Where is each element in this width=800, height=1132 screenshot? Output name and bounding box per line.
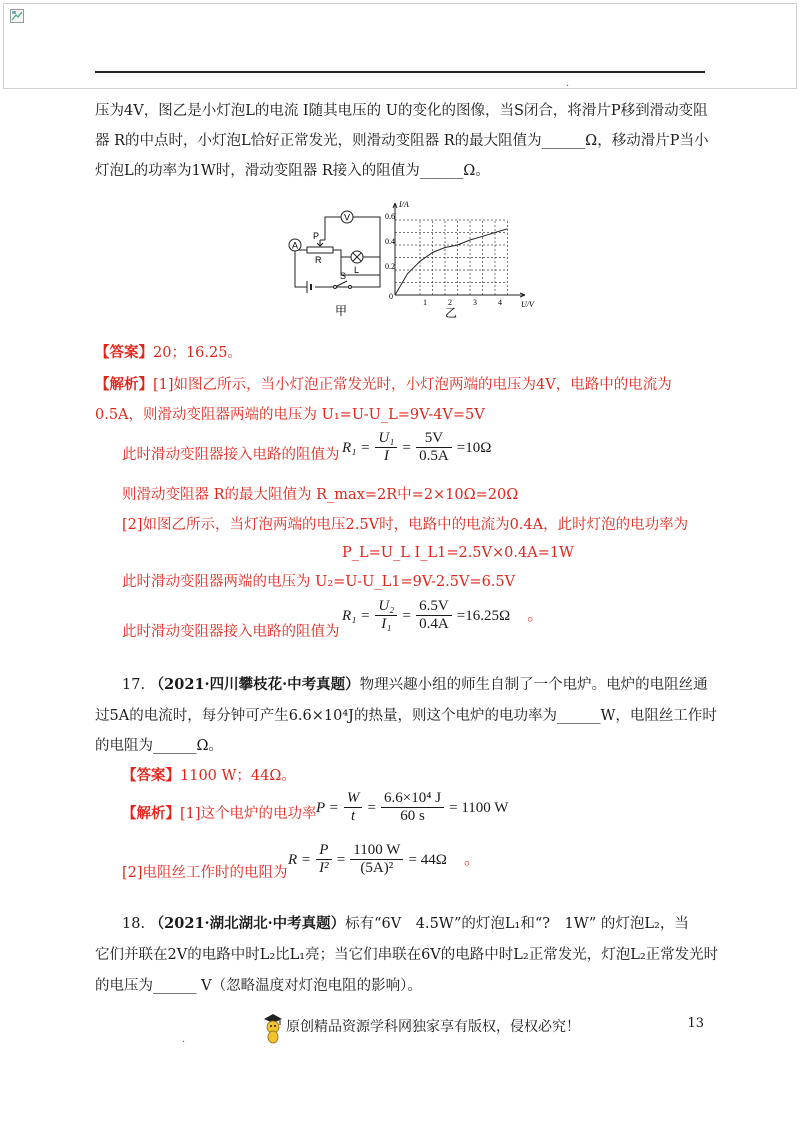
q16-f2-lhs: R₁ = — [342, 608, 371, 624]
q17-f1-lhs: P = — [316, 800, 339, 816]
q16-line-3: 灯泡L的功率为1W时，滑动变阻器 R接入的阻值为______Ω。 — [95, 163, 490, 179]
q18-tag: （2021·湖北湖北·中考真题） — [149, 915, 346, 932]
q17-f2-rhs: = 44Ω — [408, 852, 447, 868]
q16-f1-den2: 0.5A — [419, 448, 449, 464]
page-number: 13 — [687, 1016, 704, 1031]
graph-ylabel: I/A — [399, 200, 409, 209]
q16-f1-rhs: =10Ω — [456, 440, 492, 456]
q16-answer-label: 【答案】 — [95, 344, 153, 361]
q17-f1-rhs: = 1100 W — [449, 800, 509, 816]
q16-line-1: 压为4V，图乙是小灯泡L的电流 I随其电压的 U的变化的图像，当S闭合，将滑片P移到滑动变阻 — [95, 103, 708, 119]
q17-formula-2 — [288, 842, 480, 877]
q16-f2-den2: 0.4A — [419, 616, 449, 632]
circuit-caption: 甲 — [335, 304, 348, 318]
q16-f2-end: 。 — [527, 605, 544, 624]
q16-analysis-line-7: 此时滑动变阻器两端的电压为 U₂=U-U_L1=9V-2.5V=6.5V — [122, 574, 516, 590]
q16-f1-num: U₁ — [375, 430, 397, 448]
q16-figure — [285, 195, 545, 320]
q16-analysis-line-8: 此时滑动变阻器接入电路的阻值为 — [122, 624, 340, 640]
q16-answer-text: 20；16.25。 — [153, 345, 242, 361]
rheostat-label: R — [315, 255, 322, 265]
x-tick-4: 4 — [498, 298, 502, 307]
q17-analysis-line-1 — [122, 804, 317, 824]
y-tick-0.4: 0.4 — [385, 237, 395, 246]
q16-analysis-line-3: 此时滑动变阻器接入电路的阻值为 — [122, 447, 340, 463]
y-tick-0.6: 0.6 — [385, 212, 395, 221]
broken-image-icon — [10, 9, 24, 23]
q17-analysis-line-2: [2]电阻丝工作时的电阻为 — [122, 865, 288, 881]
q16-f2-rhs: =16.25Ω — [456, 608, 511, 624]
q17-formula-1 — [316, 790, 508, 825]
q18-line-2: 它们并联在2V的电路中时L₂比L₁亮；当它们串联在6V的电路中时L₂正常发光，灯泡L₂正常发光时 — [95, 947, 719, 963]
q16-analysis-text-1: [1]如图乙所示，当小灯泡正常发光时，小灯泡两端的电压为4V，电路中的电流为 — [153, 377, 672, 393]
q17-f2-frac-1 — [316, 842, 332, 877]
q17-answer — [122, 766, 296, 786]
q16-f2-num2: 6.5V — [416, 598, 452, 616]
q16-f1-num2: 5V — [416, 430, 452, 448]
q17-f2-frac-2 — [350, 842, 403, 877]
q17-answer-text: 1100 W；44Ω。 — [180, 768, 296, 784]
q16-answer — [95, 343, 242, 363]
q16-f2-num: U₂ — [375, 598, 397, 616]
q16-f1-frac-1 — [375, 430, 397, 465]
q17-f1-frac-1 — [344, 790, 363, 825]
q17-f1-den2: 60 s — [400, 808, 425, 824]
q17-analysis-text-1: [1]这个电炉的电功率 — [180, 806, 317, 822]
q17-f2-num2: 1100 W — [350, 842, 403, 860]
circuit-diagram — [295, 217, 380, 293]
q16-formula-2 — [342, 598, 543, 633]
q16-f2-frac-1 — [375, 598, 397, 633]
q16-analysis-label: 【解析】 — [95, 376, 153, 393]
q17-text-1: 物理兴趣小组的师生自制了一个电炉。电炉的电阻丝通 — [359, 677, 708, 693]
q17-f2-mid: = — [336, 852, 346, 868]
q16-f1-frac-2 — [416, 430, 452, 465]
header-box — [3, 3, 797, 89]
q17-f1-frac-2 — [381, 790, 444, 825]
q18-number: 18. — [122, 916, 146, 932]
mascot-logo-icon — [262, 1012, 284, 1044]
q17-line-3: 的电阻为______Ω。 — [95, 738, 224, 754]
q18-line-1 — [122, 914, 689, 934]
footer-dot: . — [182, 1034, 186, 1045]
q17-f2-lhs: R = — [288, 852, 312, 868]
q16-analysis-line-6: P_L=U_L I_L1=2.5V×0.4A=1W — [342, 545, 574, 561]
q17-f1-num: W — [344, 790, 363, 808]
q17-tag: （2021·四川攀枝花·中考真题） — [149, 676, 360, 693]
q16-f2-mid: = — [402, 608, 411, 624]
q16-analysis-line-5: [2]如图乙所示，当灯泡两端的电压2.5V时，电路中的电流为0.4A，此时灯泡的电功率为 — [122, 517, 689, 533]
iu-curve — [395, 229, 508, 295]
header-rule — [95, 71, 705, 73]
q16-f1-den: I — [383, 448, 389, 464]
iu-graph — [385, 200, 535, 320]
q17-f2-end: 。 — [463, 849, 480, 868]
origin-label: 0 — [389, 292, 393, 301]
q17-line-2: 过5A的电流时，每分钟可产生6.6×10⁴J的热量，则这个电炉的电功率为______W，电阻丝工作时 — [95, 708, 717, 724]
graph-xlabel: U/V — [521, 300, 534, 309]
q18-line-3: 的电压为______ V（忽略温度对灯泡电阻的影响）。 — [95, 978, 422, 994]
q16-formula-1 — [342, 430, 491, 465]
x-tick-3: 3 — [473, 298, 477, 307]
switch-label: S — [340, 271, 347, 281]
q16-f1-mid: = — [402, 440, 411, 456]
x-tick-1: 1 — [423, 298, 427, 307]
q16-line-2: 器 R的中点时，小灯泡L恰好正常发光，则滑动变阻器 R的最大阻值为______Ω，移动滑片P当小 — [95, 133, 709, 149]
q17-analysis-label: 【解析】 — [122, 805, 180, 822]
header-dot: . — [566, 78, 570, 89]
x-tick-2: 2 — [448, 298, 452, 307]
q17-line-1 — [122, 675, 708, 695]
q16-f1-lhs: R₁ = — [342, 440, 371, 456]
ammeter-label: A — [292, 240, 299, 251]
q17-number: 17. — [122, 677, 146, 693]
lamp-label: L — [354, 265, 360, 275]
q18-text-1: 标有“6V 4.5W”的灯泡L₁和“? 1W” 的灯泡L₂，当 — [345, 916, 689, 932]
q17-f1-num2: 6.6×10⁴ J — [381, 790, 444, 808]
q17-f2-den: I² — [319, 860, 329, 876]
q16-f2-frac-2 — [416, 598, 452, 633]
q16-analysis-line-4: 则滑动变阻器 R的最大阻值为 R_max=2R中=2×10Ω=20Ω — [122, 487, 519, 503]
q17-f1-mid: = — [367, 800, 376, 816]
q17-f2-den2: (5A)² — [360, 860, 394, 876]
voltmeter-label: V — [344, 212, 351, 223]
q17-f1-den: t — [351, 808, 356, 824]
q16-analysis-line-2: 0.5A，则滑动变阻器两端的电压为 U₁=U-U_L=9V-4V=5V — [95, 407, 485, 423]
copyright-notice: 原创精品资源学科网独家享有版权，侵权必究！ — [286, 1019, 580, 1035]
y-tick-0.2: 0.2 — [385, 262, 395, 271]
q16-analysis-line-1 — [95, 375, 672, 395]
graph-caption: 乙 — [445, 306, 458, 320]
q17-f2-num: P — [316, 842, 332, 860]
slider-label: P — [313, 231, 320, 241]
q16-f2-den: I₁ — [381, 616, 392, 632]
q17-answer-label: 【答案】 — [122, 767, 180, 784]
